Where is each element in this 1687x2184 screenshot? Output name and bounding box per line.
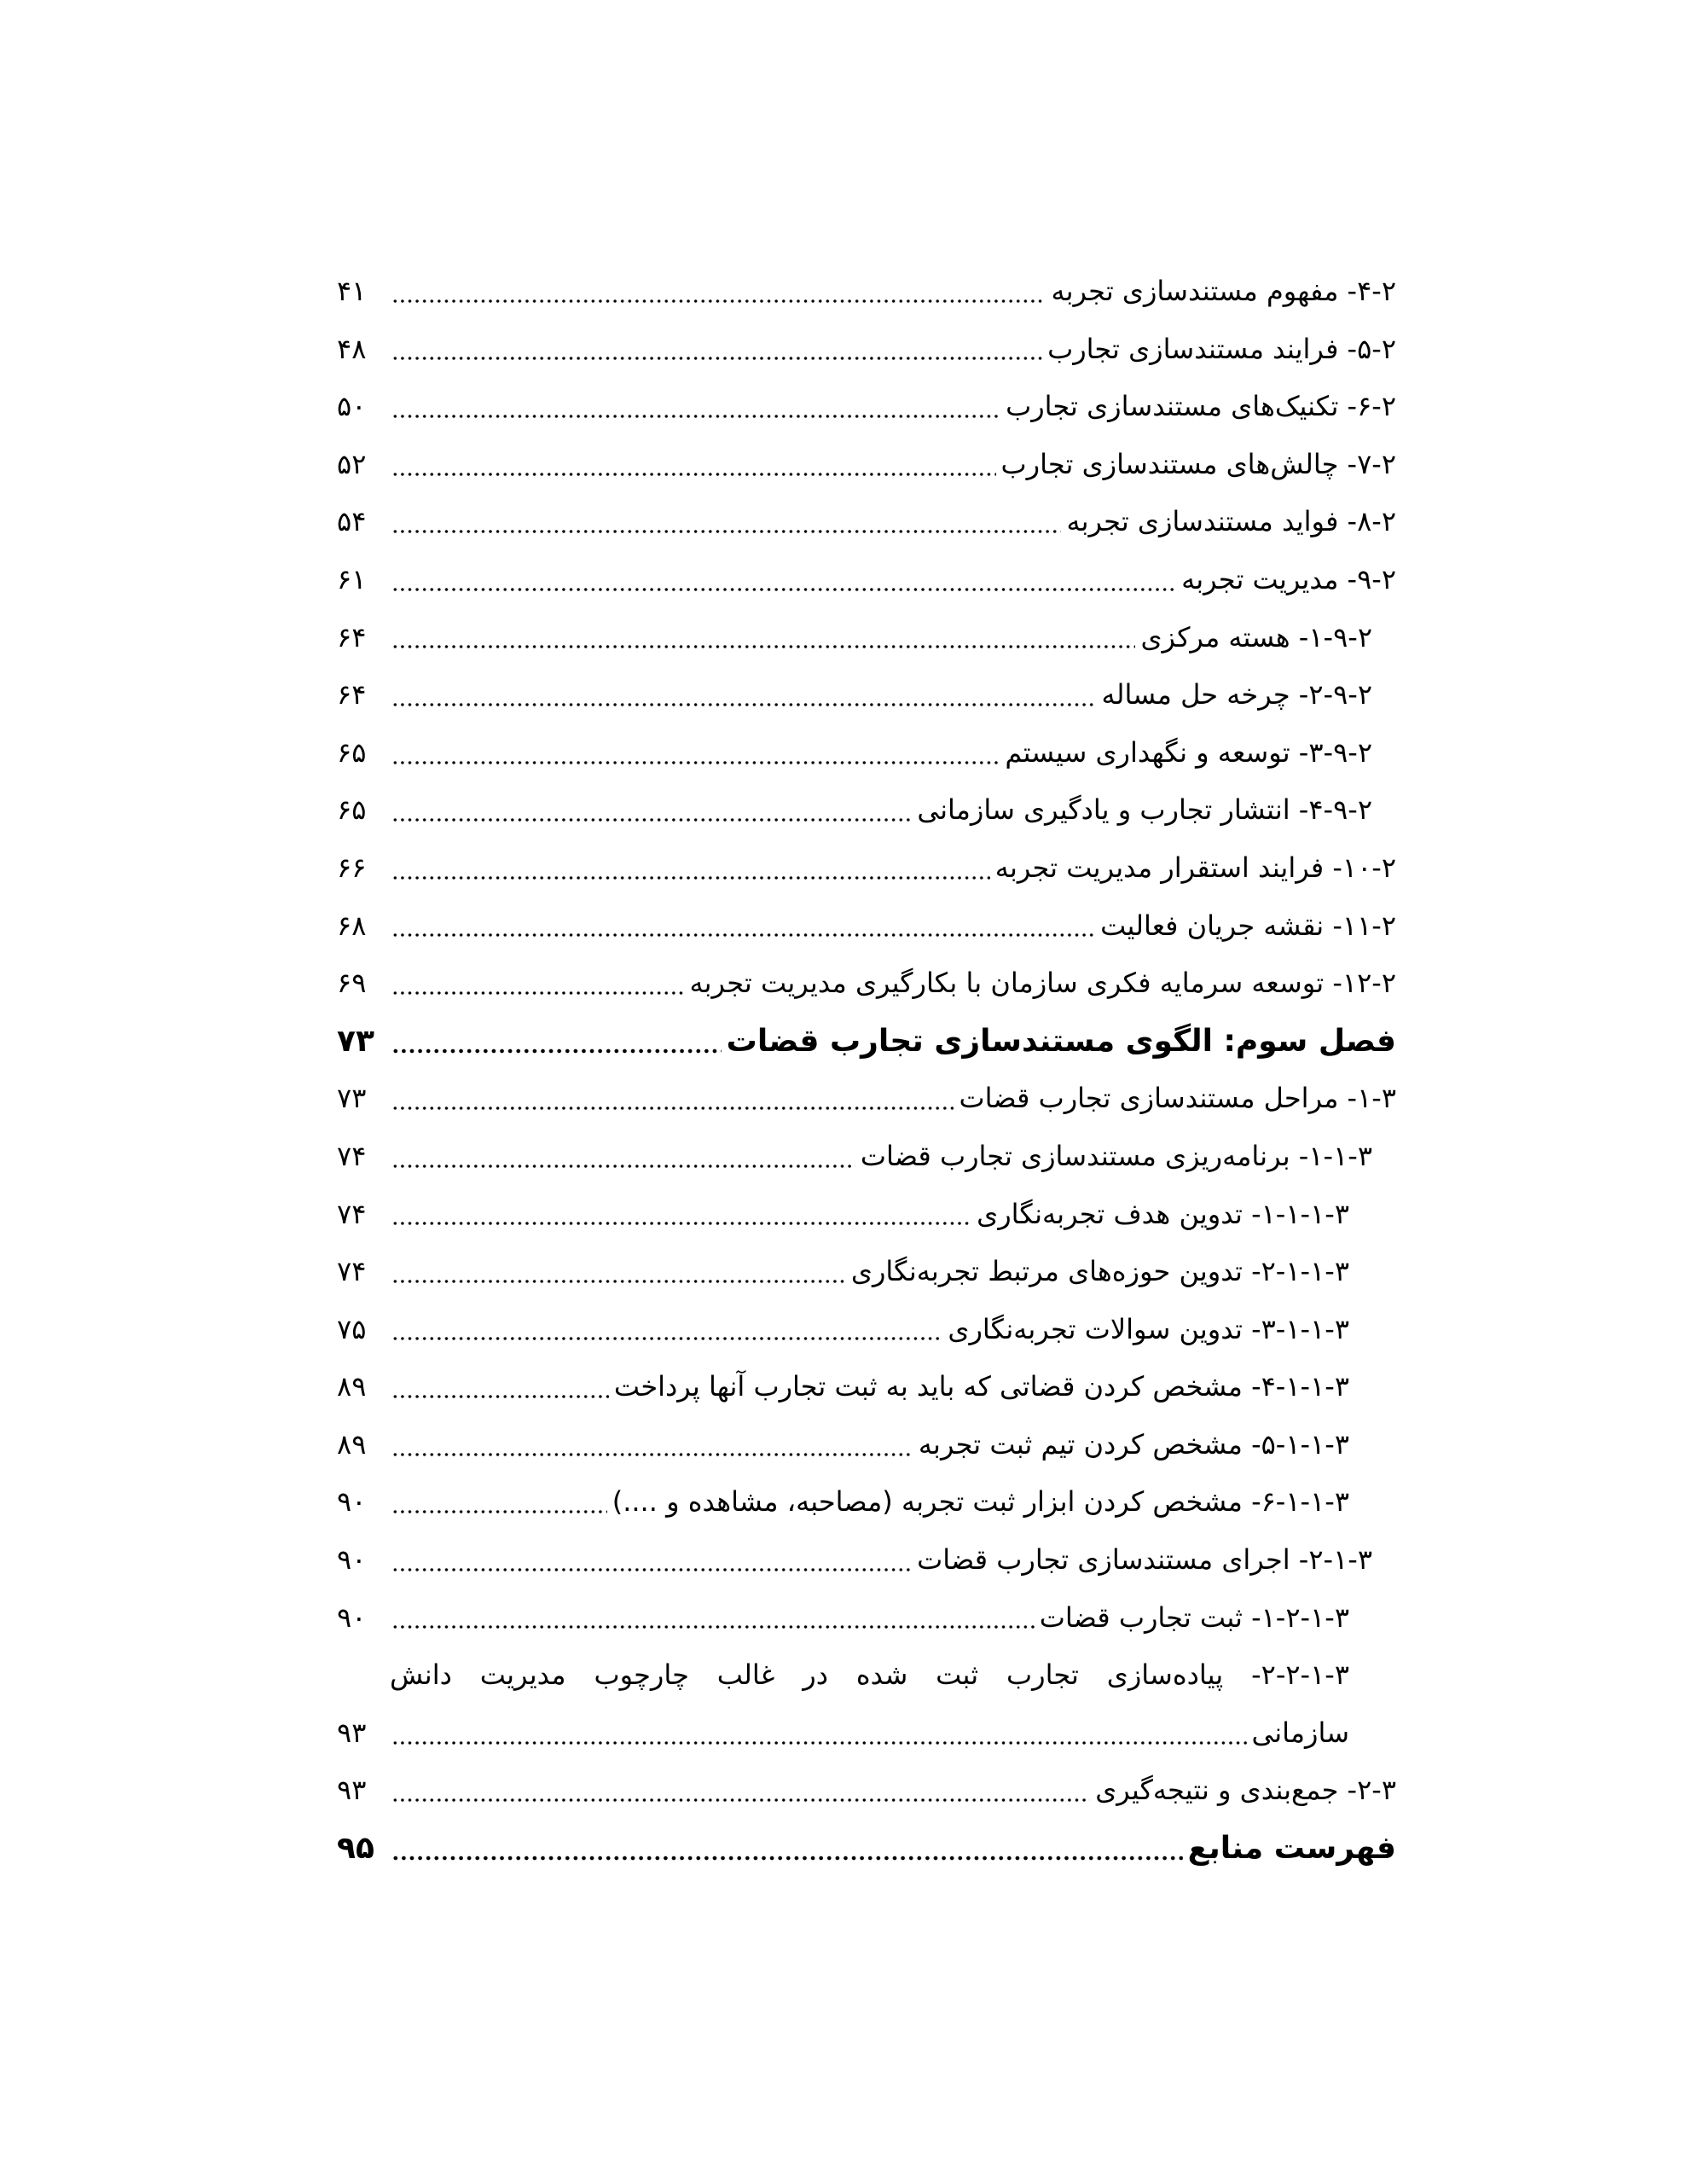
dot-leader [391,1158,855,1175]
toc-chapter-title: فصل سوم: الگوی مستندسازی تجارب قضات [726,1023,1396,1059]
toc-entry-title: ۱-۹-۲- هسته مرکزی [1140,620,1372,653]
toc-entry-title: ۱-۳- مراحل مستندسازی تجارب قضات [959,1082,1396,1115]
dot-leader [391,1734,1247,1751]
toc-page-number: ۵۴ [337,505,367,538]
toc-page-number: ۸۹ [337,1427,367,1461]
dot-leader [391,869,990,886]
dot-leader [391,408,1000,425]
toc-page-number: ۶۱ [337,562,367,595]
toc-entry-title: ۵-۲- فرایند مستندسازی تجارب [1047,332,1396,365]
toc-entry[interactable] [337,1473,1396,1531]
dot-leader [391,1561,912,1578]
toc-entry-title: ۱۱-۲- نقشه جریان فعالیت [1100,909,1396,942]
dot-leader [391,1446,913,1463]
toc-page-number: ۷۴ [337,1139,367,1172]
toc-references-heading[interactable] [337,1820,1396,1878]
toc-entry-continuation[interactable] [337,1705,1396,1763]
toc-entry-wrapped[interactable] [337,1647,1396,1705]
dot-leader [391,1850,1183,1867]
dot-leader [391,811,912,828]
dot-leader [391,350,1042,367]
toc-page-number: ۹۰ [337,1600,367,1634]
toc-entry[interactable] [337,1589,1396,1647]
toc-page-number: ۶۵ [337,793,367,827]
toc-page-number: ۹۳ [337,1716,367,1749]
dot-leader [391,293,1046,310]
toc-page-number: ۶۶ [337,851,367,884]
toc-entry-title: ۱-۲-۱-۳- ثبت تجارب قضات [1039,1600,1349,1634]
table-of-contents [337,263,1396,1878]
dot-leader [391,1792,1090,1809]
toc-page-number: ۶۵ [337,735,367,769]
toc-entry[interactable] [337,839,1396,897]
toc-page-number: ۶۴ [337,620,367,653]
toc-page-number: ۷۳ [337,1082,367,1115]
toc-entry[interactable] [337,724,1396,782]
toc-entry[interactable] [337,897,1396,956]
toc-entry[interactable] [337,1301,1396,1359]
dot-leader [391,696,1097,713]
toc-entry[interactable] [337,1531,1396,1589]
toc-page-number: ۶۴ [337,678,367,712]
toc-page-number: ۶۹ [337,967,367,1000]
dot-leader [391,1100,954,1117]
dot-leader [391,1330,942,1347]
toc-entry-title: ۴-۲- مفهوم مستندسازی تجربه [1051,275,1396,307]
toc-page-number: ۹۵ [337,1831,374,1867]
toc-entry[interactable] [337,781,1396,839]
toc-chapter-heading[interactable] [337,1013,1396,1071]
dot-leader [391,466,996,483]
toc-entry-title: ۳-۱-۱-۳- تدوین سوالات تجربه‌نگاری [948,1312,1349,1345]
toc-entry-title: ۱-۱-۱-۳- تدوین هدف تجربه‌نگاری [977,1197,1349,1230]
dot-leader [391,754,1000,771]
toc-page-number: ۵۲ [337,447,367,480]
toc-entry-title-continued: سازمانی [1251,1716,1349,1749]
toc-entry-title: ۷-۲- چالش‌های مستندسازی تجارب [1000,447,1396,480]
dot-leader [391,1388,609,1405]
toc-entry[interactable] [337,1762,1396,1820]
toc-chapter-title: فهرست منابع [1187,1831,1396,1867]
dot-leader [391,1618,1035,1635]
toc-entry-title: ۲-۲-۱-۳- پیاده‌سازی تجارب ثبت شده در غالب چارچوب مدیریت دانش [390,1658,1350,1692]
toc-page-number: ۷۴ [337,1197,367,1230]
toc-entry[interactable] [337,1186,1396,1244]
toc-entry[interactable] [337,378,1396,436]
toc-entry[interactable] [337,955,1396,1013]
toc-entry-title: ۶-۲- تکنیک‌های مستندسازی تجارب [1006,390,1396,423]
toc-page-number: ۴۸ [337,332,367,365]
toc-entry[interactable] [337,436,1396,494]
toc-entry[interactable] [337,609,1396,667]
toc-entry-title: ۱۰-۲- فرایند استقرار مدیریت تجربه [994,851,1396,884]
toc-entry[interactable] [337,1070,1396,1128]
toc-entry-title: ۵-۱-۱-۳- مشخص کردن تیم ثبت تجربه [918,1427,1349,1461]
toc-entry-title: ۸-۲- فواید مستندسازی تجربه [1066,505,1396,538]
toc-entry[interactable] [337,1128,1396,1186]
toc-page-number: ۶۸ [337,909,367,942]
toc-entry-title: ۱۲-۲- توسعه سرمایه فکری سازمان با بکارگیری مدیریت تجربه [689,967,1396,1000]
toc-page-number: ۷۴ [337,1255,367,1288]
toc-entry-title: ۴-۱-۱-۳- مشخص کردن قضاتی که باید به ثبت تجارب آنها پرداخت [613,1370,1349,1403]
toc-entry[interactable] [337,1358,1396,1416]
toc-entry-title: ۳-۹-۲- توسعه و نگهداری سیستم [1005,735,1372,769]
toc-entry-title: ۲-۱-۱-۳- تدوین حوزه‌های مرتبط تجربه‌نگاری [850,1255,1349,1288]
toc-page-number: ۹۰ [337,1485,367,1519]
dot-leader [391,926,1095,944]
toc-page-number: ۵۰ [337,390,367,423]
toc-page-number: ۸۹ [337,1370,367,1403]
toc-entry-title: ۲-۹-۲- چرخه حل مساله [1101,678,1372,712]
toc-page-number: ۹۳ [337,1774,367,1807]
dot-leader [391,523,1061,540]
dot-leader [391,1215,971,1232]
dot-leader [391,581,1176,598]
toc-page-number: ۴۱ [337,275,367,307]
toc-entry[interactable] [337,493,1396,551]
toc-entry[interactable] [337,666,1396,724]
dot-leader [391,638,1135,655]
toc-entry[interactable] [337,263,1396,321]
toc-entry-title: ۲-۳- جمع‌بندی و نتیجه‌گیری [1095,1774,1396,1807]
toc-entry-title: ۱-۱-۳- برنامه‌ریزی مستندسازی تجارب قضات [860,1139,1372,1172]
toc-entry[interactable] [337,1416,1396,1474]
toc-entry-title: ۴-۹-۲- انتشار تجارب و یادگیری سازمانی [917,793,1372,827]
dot-leader [391,1503,607,1520]
dot-leader [391,1273,846,1290]
toc-entry-title: ۲-۱-۳- اجرای مستندسازی تجارب قضات [917,1543,1372,1577]
toc-entry[interactable] [337,551,1396,609]
toc-page-number: ۷۵ [337,1312,367,1345]
toc-entry[interactable] [337,1243,1396,1301]
dot-leader [391,1043,722,1060]
toc-page-number: ۹۰ [337,1543,367,1577]
toc-entry-title: ۶-۱-۱-۳- مشخص کردن ابزار ثبت تجربه (مصاحبه، مشاهده و ....) [612,1485,1349,1519]
toc-entry[interactable] [337,321,1396,379]
toc-page-number: ۷۳ [337,1023,374,1059]
dot-leader [391,985,684,1002]
toc-entry-title: ۹-۲- مدیریت تجربه [1181,562,1396,595]
